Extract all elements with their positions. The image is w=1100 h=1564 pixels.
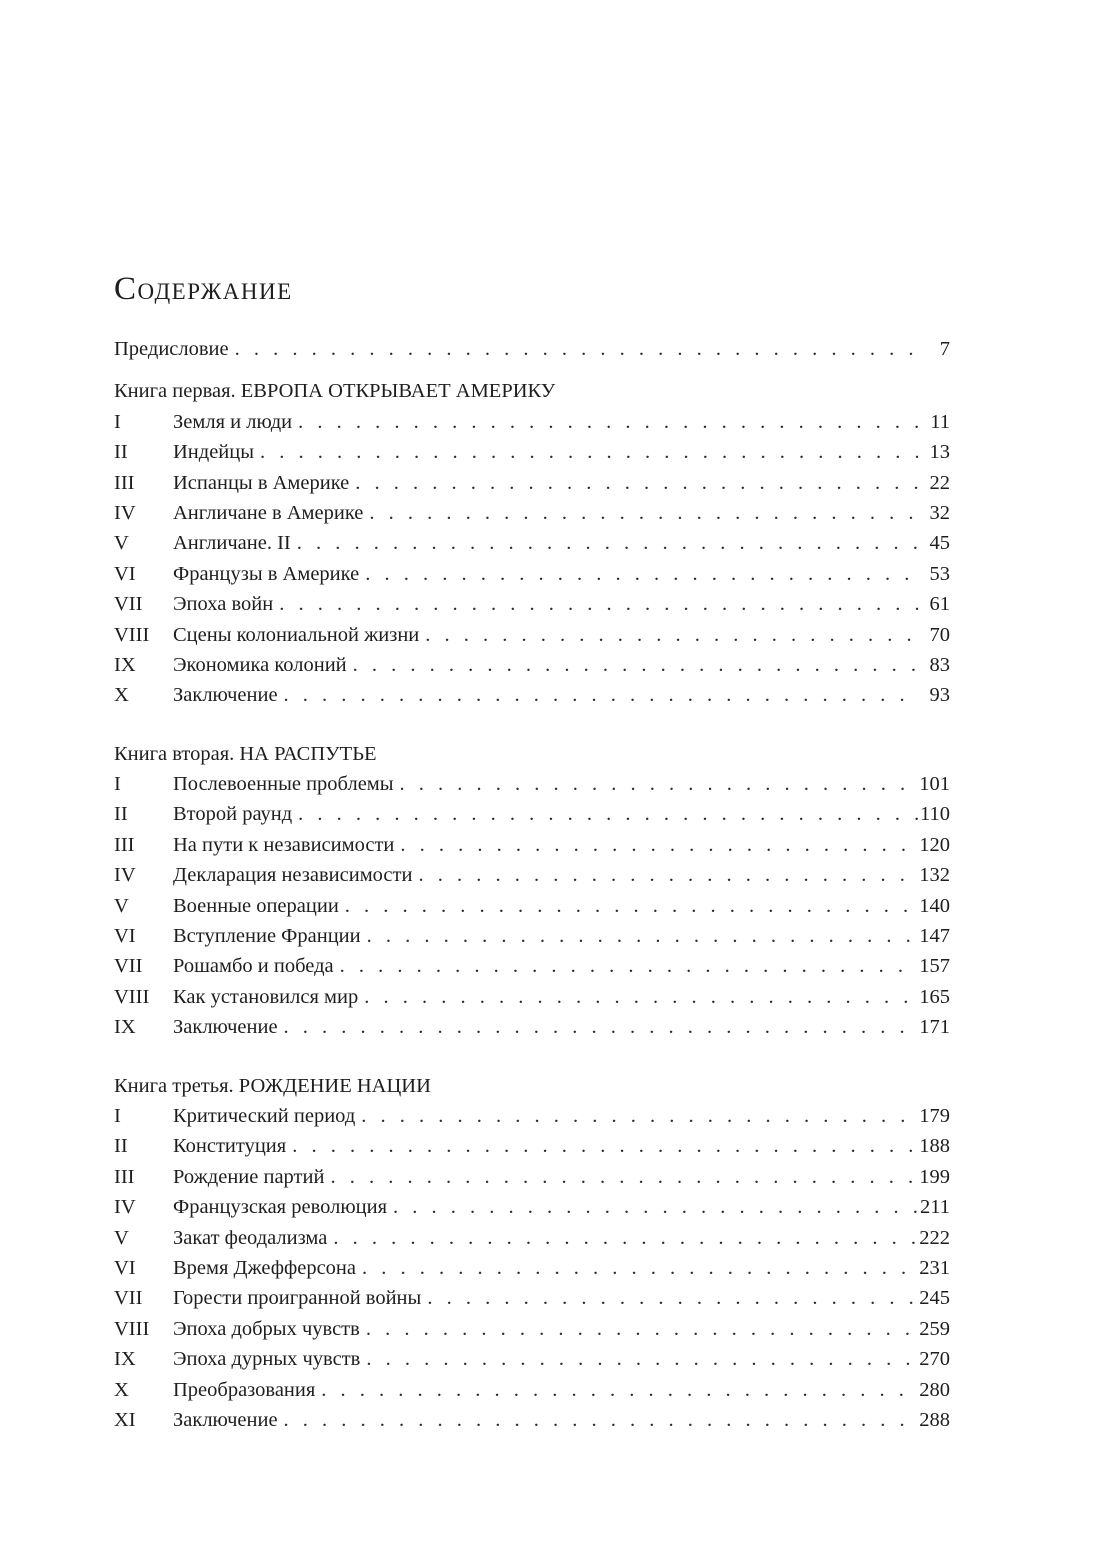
entry-page-number: 147 [919,925,950,948]
dot-leader [340,951,918,981]
dot-leader [279,589,918,619]
dot-leader [284,1012,918,1042]
dot-leader [298,799,918,829]
entry-page-number: 93 [929,684,950,707]
chapter-number: IX [114,653,136,676]
chapter-number: IX [114,1348,136,1371]
chapter-number: VIII [114,985,150,1008]
chapter-number: I [114,1104,121,1127]
entry-title: Земля и люди [173,410,293,433]
toc-entry [114,559,950,589]
toc-entry [114,921,950,951]
chapter-number: VII [114,1287,143,1310]
entry-page-number: 13 [929,441,950,464]
toc-entry [114,1162,950,1192]
dot-leader [235,334,918,364]
toc-entry [114,437,950,467]
chapter-number: III [114,1165,135,1188]
entry-page-number: 179 [919,1104,950,1127]
toc-entry [114,799,950,829]
entry-title: Французы в Америке [173,562,360,585]
entry-page-number: 231 [919,1256,950,1279]
entry-title: Закат феодализма [173,1226,328,1249]
toc-entry [114,1012,950,1042]
dot-leader [292,1131,917,1161]
book-title: Книга третья. РОЖДЕНИЕ НАЦИИ [114,1074,431,1097]
entry-page-number: 270 [919,1348,950,1371]
entry-title: Эпоха войн [173,593,274,616]
dot-leader [321,1375,917,1405]
entry-title: Эпоха дурных чувств [173,1348,361,1371]
entry-page-number: 22 [929,471,950,494]
book-title: Книга первая. ЕВРОПА ОТКРЫВАЕТ АМЕРИКУ [114,380,556,403]
toc-entry [114,589,950,619]
toc-entry [114,951,950,981]
entry-page-number: 120 [919,833,950,856]
chapter-number: III [114,833,135,856]
entry-title: Как установился мир [173,985,359,1008]
entry-title: Время Джефферсона [173,1256,356,1279]
entry-page-number: 199 [919,1165,950,1188]
entry-page-number: 288 [919,1408,950,1431]
dot-leader [361,1101,917,1131]
chapter-number: XI [114,1408,136,1431]
toc-entry [114,1283,950,1313]
entry-page-number: 70 [929,623,950,646]
chapter-number: II [114,803,128,826]
entry-page-number: 259 [919,1317,950,1340]
dot-leader [284,680,918,710]
dot-leader [297,528,918,558]
toc-entry [114,1375,950,1405]
chapter-number: II [114,441,128,464]
entry-page-number: 171 [919,1016,950,1039]
entry-page-number: 110 [920,803,950,826]
entry-title: Декларация независимости [173,864,413,887]
chapter-number: I [114,773,121,796]
entry-page-number: 7 [939,338,950,360]
entry-page-number: 222 [919,1226,950,1249]
dot-leader [355,468,918,498]
entry-title: На пути к независимости [173,833,395,856]
toc-entry [114,407,950,437]
entry-title: Индейцы [173,441,255,464]
toc-entry [114,1253,950,1283]
entry-title: Горести проигранной войны [173,1287,422,1310]
toc-entry [114,650,950,680]
toc-entry-preface [114,334,950,364]
dot-leader [260,437,918,467]
dot-leader [366,1344,917,1374]
entry-page-number: 280 [919,1378,950,1401]
entry-title: Военные операции [173,894,339,917]
entry-page-number: 140 [919,894,950,917]
toc-entry [114,769,950,799]
entry-page-number: 132 [919,864,950,887]
toc-entry [114,498,950,528]
entry-page-number: 11 [930,410,950,433]
entry-title: Рождение партий [173,1165,325,1188]
entry-title: Испанцы в Америке [173,471,350,494]
chapter-number: VIII [114,1317,150,1340]
entry-page-number: 101 [919,773,950,796]
entry-title: Конституция [173,1135,287,1158]
dot-leader [366,1314,917,1344]
toc-entry [114,1405,950,1435]
dot-leader [298,407,918,437]
entry-page-number: 32 [929,501,950,524]
dot-leader [427,1283,917,1313]
dot-leader [418,860,917,890]
toc-entry [114,1192,950,1222]
dot-leader [362,1253,917,1283]
dot-leader [284,1405,918,1435]
chapter-number: IV [114,1196,136,1219]
table-of-contents [114,264,950,1435]
entry-title: Предисловие [114,338,229,360]
toc-entry [114,528,950,558]
toc-entry [114,1314,950,1344]
chapter-number: VII [114,955,143,978]
book-title: Книга вторая. НА РАСПУТЬЕ [114,742,377,765]
chapter-number: V [114,894,129,917]
chapter-number: VIII [114,623,150,646]
entry-title: Вступление Франции [173,925,361,948]
chapter-number: VI [114,562,136,585]
entry-title: Экономика колоний [173,653,347,676]
dot-leader [365,559,918,589]
dot-leader [330,1162,917,1192]
toc-entry [114,468,950,498]
chapter-number: II [114,1135,128,1158]
dot-leader [400,769,918,799]
entry-title: Заключение [173,1016,278,1039]
chapter-number: I [114,410,121,433]
toc-entry [114,982,950,1012]
toc-entry [114,891,950,921]
dot-leader [345,891,917,921]
chapter-number: X [114,684,129,707]
dot-leader [425,620,918,650]
toc-entry [114,1101,950,1131]
chapter-number: V [114,1226,129,1249]
entry-page-number: 165 [919,985,950,1008]
entry-page-number: 157 [919,955,950,978]
entry-page-number: 245 [919,1287,950,1310]
chapter-number: IV [114,501,136,524]
dot-leader [369,498,918,528]
entry-title: Преобразования [173,1378,316,1401]
entry-title: Второй раунд [173,803,293,826]
entry-title: Послевоенные проблемы [173,773,394,796]
entry-page-number: 53 [929,562,950,585]
dot-leader [364,982,917,1012]
chapter-number: VI [114,1256,136,1279]
chapter-number: IX [114,1016,136,1039]
chapter-number: X [114,1378,129,1401]
dot-leader [367,921,918,951]
toc-entry [114,860,950,890]
page-title: Содержание [114,271,293,307]
toc-entry [114,1131,950,1161]
toc-entry [114,680,950,710]
chapter-number: IV [114,864,136,887]
toc-entry [114,830,950,860]
entry-title: Французская революция [173,1196,388,1219]
chapter-number: III [114,471,135,494]
entry-title: Англичане. II [173,532,291,555]
chapter-number: VI [114,925,136,948]
entry-title: Критический период [173,1104,356,1127]
entry-title: Рошамбо и победа [173,955,334,978]
entry-title: Сцены колониальной жизни [173,623,420,646]
entry-page-number: 211 [920,1196,950,1219]
dot-leader [393,1192,918,1222]
chapter-number: V [114,532,129,555]
entry-title: Эпоха добрых чувств [173,1317,360,1340]
entry-page-number: 61 [929,593,950,616]
dot-leader [333,1223,917,1253]
entry-title: Заключение [173,684,278,707]
toc-entry [114,1344,950,1374]
entry-title: Англичане в Америке [173,501,364,524]
dot-leader [353,650,918,680]
dot-leader [400,830,917,860]
entry-page-number: 188 [919,1135,950,1158]
entry-page-number: 45 [929,532,950,555]
chapter-number: VII [114,593,143,616]
entry-page-number: 83 [929,653,950,676]
entry-title: Заключение [173,1408,278,1431]
toc-entry [114,620,950,650]
toc-entry [114,1223,950,1253]
